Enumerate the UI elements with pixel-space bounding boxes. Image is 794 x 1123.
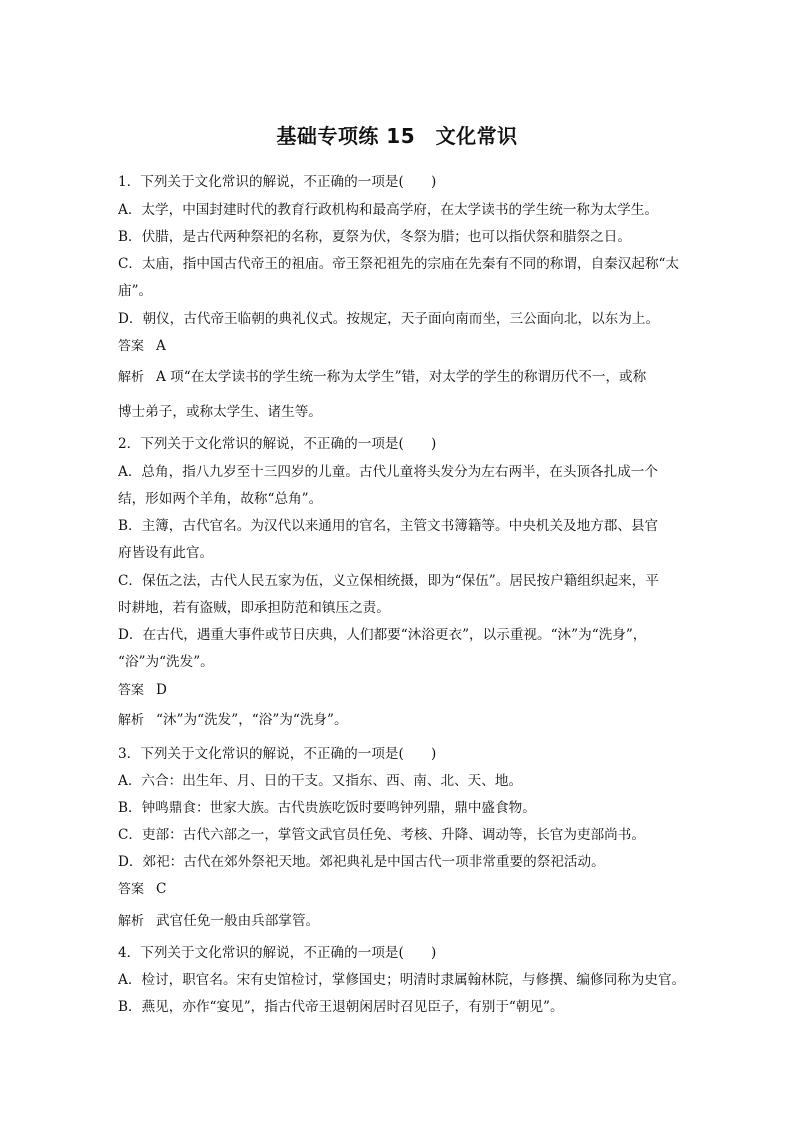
q4-option-b: B．燕见，亦作“宴见”，指古代帝王退朝闲居时召见臣子，有别于“朝见”。: [118, 999, 564, 1015]
q1-stem: 1．下列关于文化常识的解说，不正确的一项是( ): [118, 174, 437, 190]
analysis-label: 解析: [118, 713, 145, 728]
q3-option-d: D．郊祀：古代在郊外祭祀天地。郊祀典礼是中国古代一项非常重要的祭祀活动。: [118, 854, 605, 870]
analysis-label: 解析: [118, 914, 145, 929]
page-title: 基础专项练 15 文化常识: [276, 124, 518, 148]
q3-analysis: [118, 911, 698, 932]
answer-label: 答案: [118, 339, 145, 354]
q1-option-d: D．朝仪，古代帝王临朝的典礼仪式。按规定，天子面向南而坐，三公面向北，以东为上。: [118, 311, 660, 327]
q3-analysis-text: 武官任免一般由兵部掌管。: [156, 913, 320, 929]
answer-label: 答案: [118, 683, 145, 698]
q1-analysis: [118, 367, 698, 388]
q2-option-b: B．主簿，古代官名。为汉代以来通用的官名，主管文书簿籍等。中央机关及地方郡、县官: [118, 518, 659, 534]
q2-option-a: A．总角，指八九岁至十三四岁的儿童。古代儿童将头发分为左右两半，在头顶各扎成一个: [118, 464, 658, 480]
q2-option-d: D．在古代，遇重大事件或节日庆典，人们都要“沐浴更衣”，以示重视。“沐”为“洗身”，: [118, 627, 647, 643]
q1-answer-value: A: [156, 338, 166, 354]
q3-stem: 3．下列关于文化常识的解说，不正确的一项是( ): [118, 746, 437, 762]
q4-stem: 4．下列关于文化常识的解说，不正确的一项是( ): [118, 945, 437, 961]
q2-answer-value: D: [156, 682, 167, 698]
q2-option-d-cont: “浴”为“洗发”。: [118, 654, 214, 670]
q3-option-b: B．钟鸣鼎食：世家大族。古代贵族吃饭时要鸣钟列鼎，鼎中盛食物。: [118, 800, 536, 816]
analysis-label: 解析: [118, 370, 145, 385]
q1-option-c-cont: 庙”。: [118, 283, 153, 299]
q2-stem: 2．下列关于文化常识的解说，不正确的一项是( ): [118, 436, 437, 452]
q3-option-c: C．吏部：古代六部之一，掌管文武官员任免、考核、升降、调动等，长官为吏部尚书。: [118, 827, 645, 843]
q2-option-b-cont: 府皆设有此官。: [118, 545, 214, 561]
q1-answer: [118, 336, 698, 357]
q3-answer-value: C: [156, 881, 167, 897]
q1-analysis-cont: 博士弟子，或称太学生、诸生等。: [118, 404, 322, 420]
q3-option-a: A．六合：出生年、月、日的干支。又指东、西、南、北、天、地。: [118, 773, 523, 789]
q1-option-b: B．伏腊，是古代两种祭祀的名称，夏祭为伏，冬祭为腊；也可以指伏祭和腊祭之日。: [118, 229, 631, 245]
q2-answer: [118, 680, 698, 701]
q2-option-c-cont: 时耕地，若有盗贼，即承担防范和镇压之责。: [118, 600, 390, 616]
answer-label: 答案: [118, 882, 145, 897]
q3-answer: [118, 879, 698, 900]
q1-option-a: A．太学，中国封建时代的教育行政机构和最高学府，在太学读书的学生统一称为太学生。: [118, 202, 658, 218]
q1-option-c: C．太庙，指中国古代帝王的祖庙。帝王祭祀祖先的宗庙在先秦有不同的称谓，自秦汉起称“太: [118, 256, 680, 272]
q2-analysis: [118, 710, 698, 731]
q4-option-a: A．检讨，职官名。宋有史馆检讨，掌修国史；明清时隶属翰林院，与修撰、编修同称为史官。: [118, 972, 686, 988]
q2-option-c: C．保伍之法，古代人民五家为伍，义立保相统摄，即为“保伍”。居民按户籍组织起来，平: [118, 573, 659, 589]
q1-analysis-text: A 项“在太学读书的学生统一称为太学生”错，对太学的学生的称谓历代不一，或称: [156, 369, 647, 385]
q2-analysis-text: “沐”为“洗发”，“浴”为“洗身”。: [156, 712, 348, 728]
q2-option-a-cont: 结，形如两个羊角，故称“总角”。: [118, 491, 323, 507]
